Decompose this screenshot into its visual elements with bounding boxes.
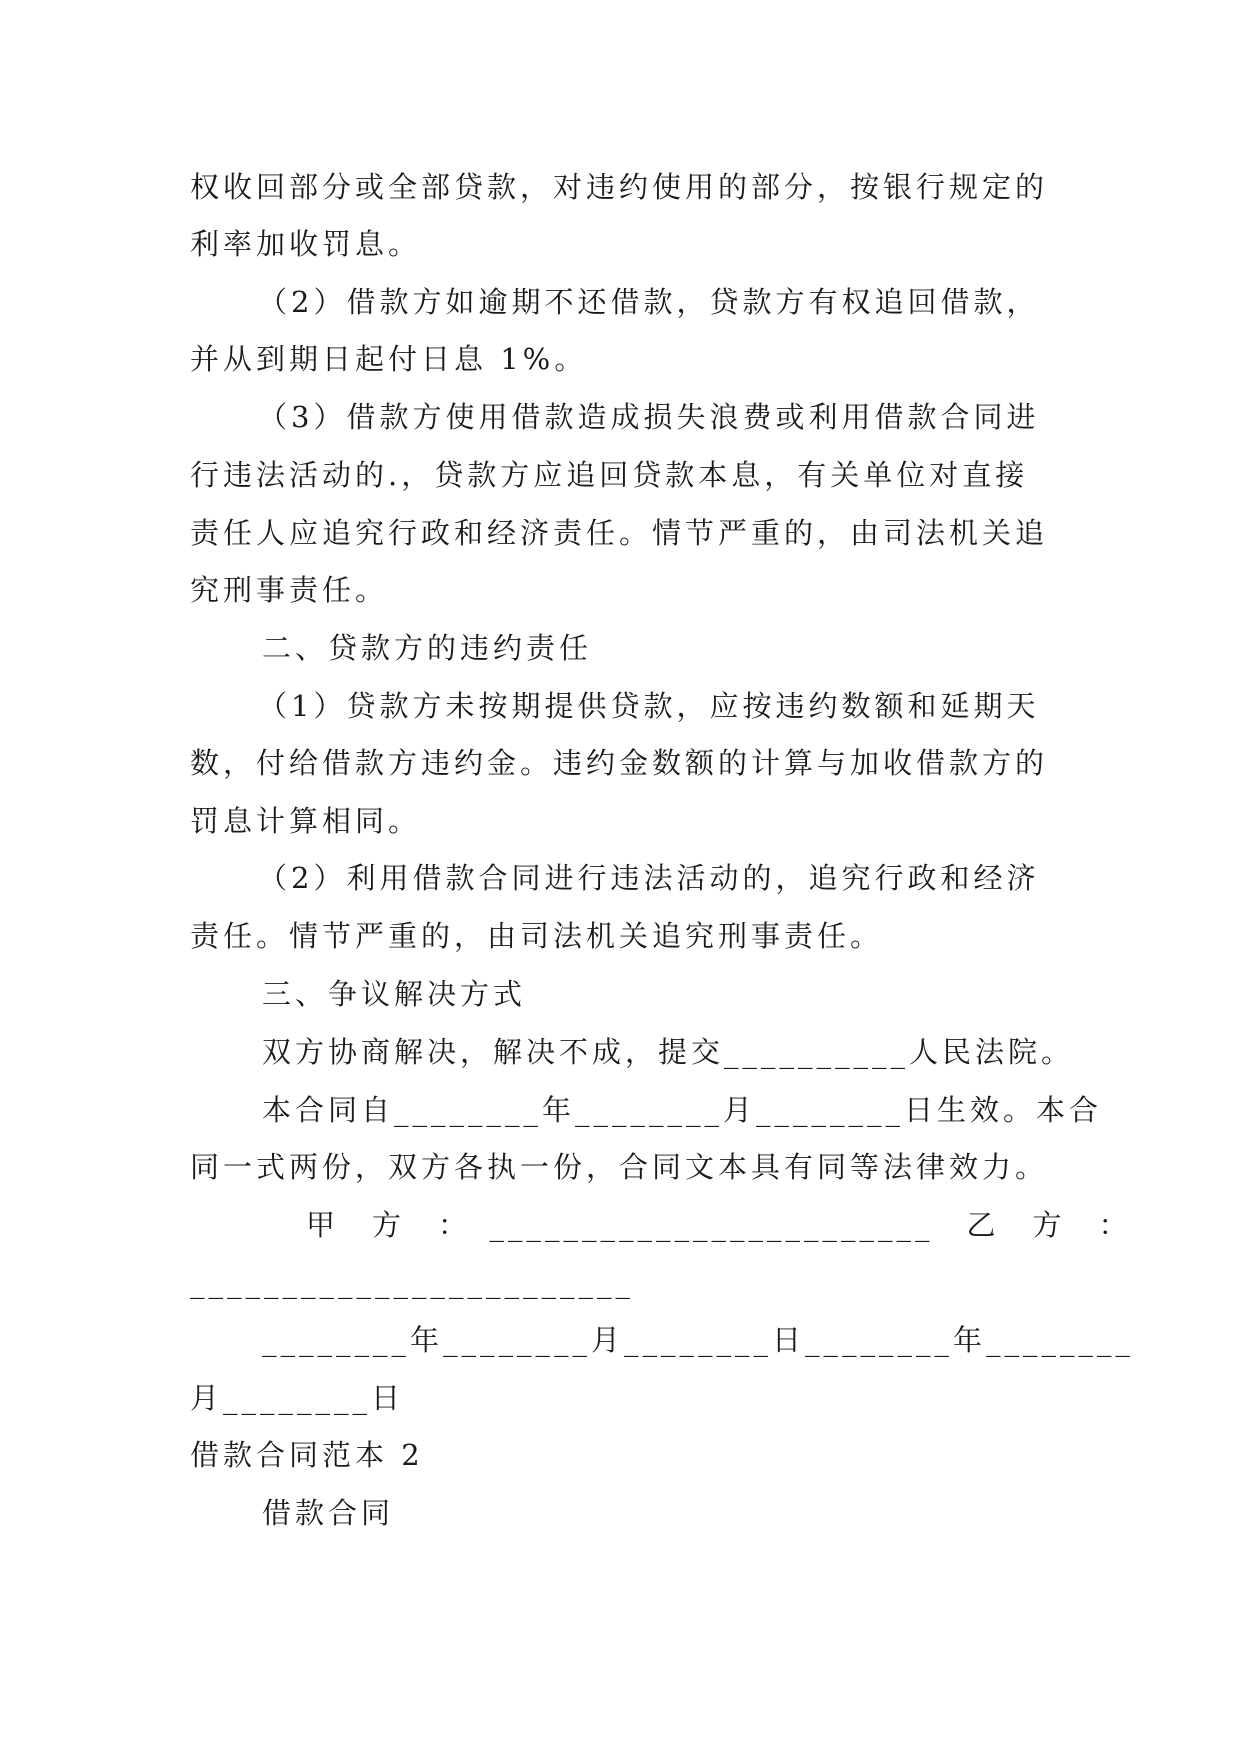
clause-1-2-line-1: （2）借款方如逾期不还借款，贷款方有权追回借款， bbox=[258, 285, 1040, 319]
template-2-title: 借款合同范本 2 bbox=[190, 1438, 424, 1472]
section-3-heading: 三、争议解决方式 bbox=[262, 977, 527, 1011]
clause-2-2-line-2: 责任。情节严重的，由司法机关追究刑事责任。 bbox=[190, 919, 884, 953]
clause-1-3-line-4: 究刑事责任。 bbox=[190, 573, 389, 607]
section-2-heading: 二、贷款方的违约责任 bbox=[262, 631, 593, 665]
clause-1-3-line-3: 责任人应追究行政和经济责任。情节严重的，由司法机关追 bbox=[190, 516, 1049, 550]
paragraph-line-2: 利率加收罚息。 bbox=[190, 227, 422, 261]
effective-date-line-2: 同一式两份，双方各执一份，合同文本具有同等法律效力。 bbox=[190, 1150, 1049, 1184]
signature-dates-line-2: 月________日 bbox=[190, 1381, 405, 1415]
paragraph-line-1: 权收回部分或全部贷款，对违约使用的部分，按银行规定的 bbox=[190, 170, 1049, 204]
dispute-resolution-line: 双方协商解决，解决不成，提交__________人民法院。 bbox=[262, 1035, 1075, 1069]
signature-dates-line-1: ________年________月________日________年________ bbox=[262, 1323, 1135, 1357]
clause-1-2-line-2: 并从到期日起付日息 1%。 bbox=[190, 342, 588, 376]
signature-party-b-blank: ________________________ bbox=[190, 1265, 634, 1299]
effective-date-line-1: 本合同自________年________月________日生效。本合 bbox=[262, 1093, 1103, 1127]
clause-2-2-line-1: （2）利用借款合同进行违法活动的，追究行政和经济 bbox=[258, 861, 1040, 895]
template-2-heading: 借款合同 bbox=[262, 1496, 395, 1530]
clause-2-1-line-2: 数，付给借款方违约金。违约金数额的计算与加收借款方的 bbox=[190, 746, 1049, 780]
clause-2-1-line-1: （1）贷款方未按期提供贷款，应按违约数额和延期天 bbox=[258, 689, 1040, 723]
clause-1-3-line-1: （3）借款方使用借款造成损失浪费或利用借款合同进 bbox=[258, 400, 1040, 434]
signature-parties-line: 甲 方 ： ________________________ 乙 方 ： bbox=[306, 1208, 1132, 1242]
clause-2-1-line-3: 罚息计算相同。 bbox=[190, 804, 422, 838]
clause-1-3-line-2: 行违法活动的.，贷款方应追回贷款本息，有关单位对直接 bbox=[190, 458, 1029, 492]
